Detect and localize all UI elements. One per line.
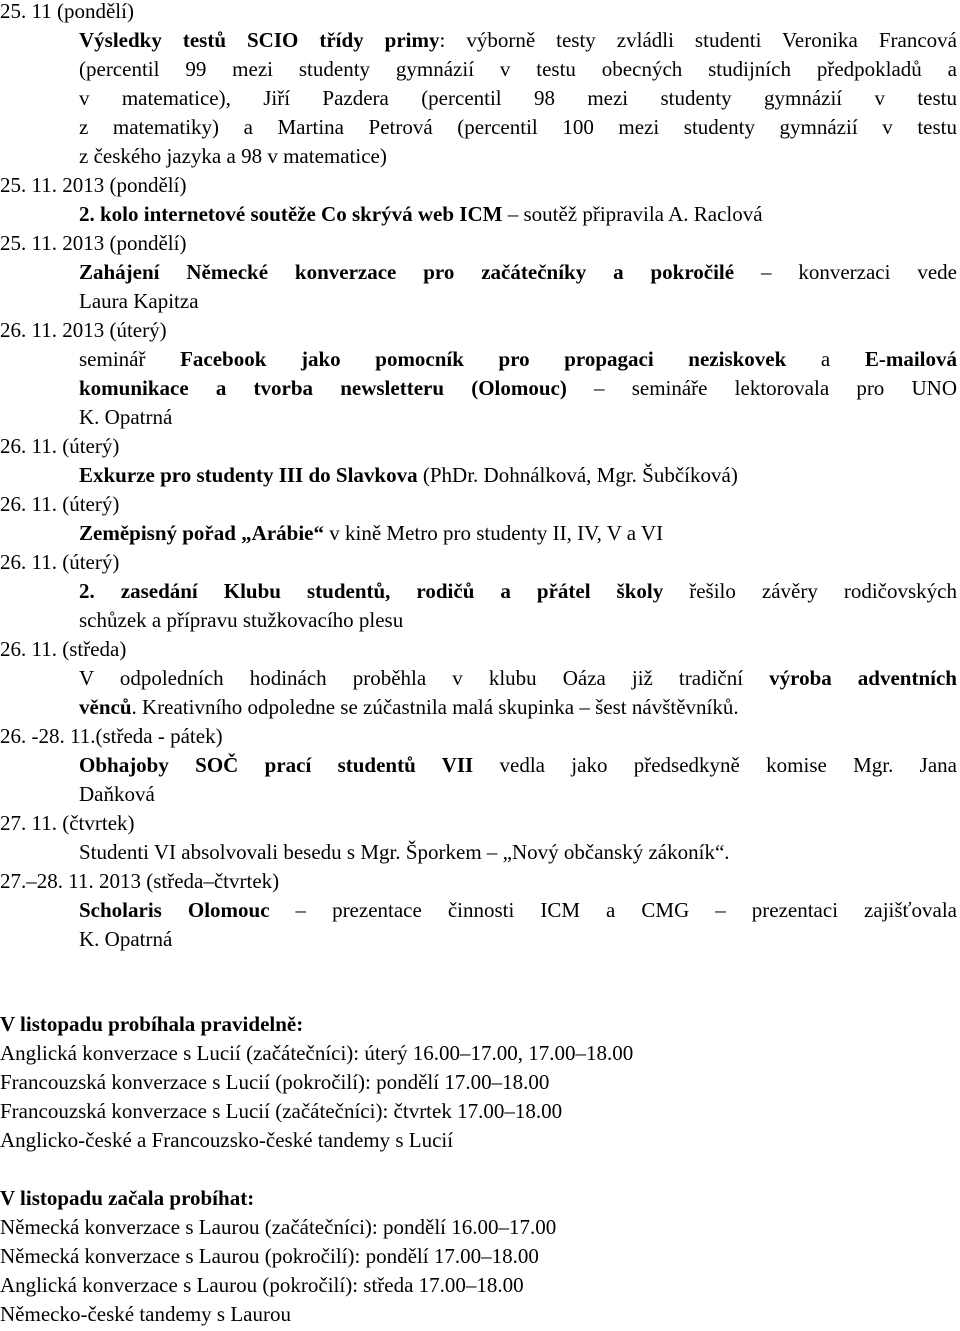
- body-text: K. Opatrná: [79, 927, 173, 951]
- body-text: z matematiky) a Martina Petrová (percentil 100 mezi studenty gymnázií v testu: [79, 115, 957, 139]
- entry-date: 25. 11. 2013 (pondělí): [0, 173, 187, 197]
- entry-text-line: [79, 142, 957, 171]
- regular-section-item: Anglická konverzace s Lucií (začátečníci): úterý 16.00–17.00, 17.00–18.00: [0, 1041, 634, 1065]
- started-section-item: Anglická konverzace s Laurou (pokročilí): středa 17.00–18.00: [0, 1273, 524, 1297]
- body-text: V odpoledních hodinách proběhla v klubu Oáza již tradiční: [79, 666, 770, 690]
- entry-text-line: [79, 896, 957, 925]
- body-text: řešilo závěry rodičovských: [663, 579, 957, 603]
- body-text: – semináře lektorovala pro UNO: [566, 376, 957, 400]
- entry-date: 26. 11. (úterý): [0, 492, 120, 516]
- entry-text-line: [79, 577, 957, 606]
- highlight-text: 2. zasedání Klubu studentů, rodičů a přátel školy: [79, 579, 664, 603]
- entry-text-line: [79, 664, 957, 693]
- entry-text-line: [79, 374, 957, 403]
- entry-text-line: [79, 403, 957, 432]
- body-text: seminář: [79, 347, 181, 371]
- entry-text-line: [79, 200, 957, 229]
- entry-text-line: [79, 780, 957, 809]
- body-text: . Kreativního odpoledne se zúčastnila malá skupinka – šest návštěvníků.: [131, 695, 739, 719]
- regular-section-item: Francouzská konverzace s Lucií (začátečníci): čtvrtek 17.00–18.00: [0, 1099, 563, 1123]
- body-text: schůzek a přípravu stužkovacího plesu: [79, 608, 404, 632]
- highlight-text: Facebook jako pomocník pro propagaci neziskovek: [180, 347, 787, 371]
- body-text: – soutěž připravila A. Raclová: [502, 202, 763, 226]
- body-text: v kině Metro pro studenty II, IV, V a VI: [324, 521, 664, 545]
- started-section-heading: V listopadu začala probíhat:: [0, 1186, 255, 1210]
- body-text: Studenti VI absolvovali besedu s Mgr. Šporkem – „Nový občanský zákoník“.: [79, 840, 730, 864]
- body-text: v matematice), Jiří Pazdera (percentil 98 mezi studenty gymnázií v testu: [79, 86, 957, 110]
- entry-text-line: [79, 258, 957, 287]
- highlight-text: Obhajoby SOČ prací studentů VII: [79, 753, 474, 777]
- entry-date: 26. 11. (středa): [0, 637, 127, 661]
- body-text: : výborně testy zvládli studenti Veronika Francová: [439, 28, 957, 52]
- highlight-text: Scholaris Olomouc: [79, 898, 270, 922]
- highlight-text: Zeměpisný pořad „Arábie“: [79, 521, 325, 545]
- body-text: vedla jako předsedkyně komise Mgr. Jana: [473, 753, 957, 777]
- body-text: a: [786, 347, 865, 371]
- started-section-item: Německo-české tandemy s Laurou: [0, 1302, 291, 1326]
- highlight-text: Výsledky testů SCIO třídy primy: [79, 28, 440, 52]
- body-text: z českého jazyka a 98 v matematice): [79, 144, 387, 168]
- highlight-text: výroba adventních: [769, 666, 957, 690]
- entry-text-line: [79, 606, 957, 635]
- entry-text-line: [79, 287, 957, 316]
- highlight-text: Zahájení Německé konverzace pro začátečníky a pokročilé: [79, 260, 735, 284]
- entry-date: 27.–28. 11. 2013 (středa–čtvrtek): [0, 869, 280, 893]
- body-text: – prezentace činnosti ICM a CMG – prezentaci zajišťovala: [269, 898, 957, 922]
- body-text: Daňková: [79, 782, 155, 806]
- body-text: – konverzaci vede: [734, 260, 957, 284]
- entry-date: 26. 11. (úterý): [0, 550, 120, 574]
- started-section-item: Německá konverzace s Laurou (pokročilí): pondělí 17.00–18.00: [0, 1244, 539, 1268]
- highlight-text: 2. kolo internetové soutěže Co skrývá web ICM: [79, 202, 503, 226]
- regular-section-item: Francouzská konverzace s Lucií (pokročilí): pondělí 17.00–18.00: [0, 1070, 550, 1094]
- entry-date: 26. -28. 11.(středa - pátek): [0, 724, 223, 748]
- entry-date: 27. 11. (čtvrtek): [0, 811, 135, 835]
- entry-date: 25. 11 (pondělí): [0, 0, 134, 23]
- entry-text-line: [79, 925, 957, 954]
- body-text: (PhDr. Dohnálková, Mgr. Šubčíková): [417, 463, 738, 487]
- body-text: K. Opatrná: [79, 405, 173, 429]
- entry-text-line: [79, 55, 957, 84]
- entry-text-line: [79, 751, 957, 780]
- body-text: Laura Kapitza: [79, 289, 199, 313]
- regular-section-heading: V listopadu probíhala pravidelně:: [0, 1012, 304, 1036]
- entry-date: 25. 11. 2013 (pondělí): [0, 231, 187, 255]
- highlight-text: Exkurze pro studenty III do Slavkova: [79, 463, 418, 487]
- entry-text-line: [79, 345, 957, 374]
- highlight-text: E-mailová: [864, 347, 957, 371]
- entry-text-line: [79, 838, 957, 867]
- started-section-item: Německá konverzace s Laurou (začátečníci): pondělí 16.00–17.00: [0, 1215, 557, 1239]
- entry-date: 26. 11. 2013 (úterý): [0, 318, 167, 342]
- entry-text-line: [79, 84, 957, 113]
- highlight-text: věnců: [79, 695, 132, 719]
- entry-text-line: [79, 519, 957, 548]
- entry-text-line: [79, 461, 957, 490]
- entry-date: 26. 11. (úterý): [0, 434, 120, 458]
- entry-text-line: [79, 26, 957, 55]
- regular-section-item: Anglicko-české a Francouzsko-české tandemy s Lucií: [0, 1128, 454, 1152]
- body-text: (percentil 99 mezi studenty gymnázií v testu obecných studijních předpokladů a: [79, 57, 957, 81]
- entry-text-line: [79, 693, 957, 722]
- highlight-text: komunikace a tvorba newsletteru (Olomouc): [79, 376, 567, 400]
- entry-text-line: [79, 113, 957, 142]
